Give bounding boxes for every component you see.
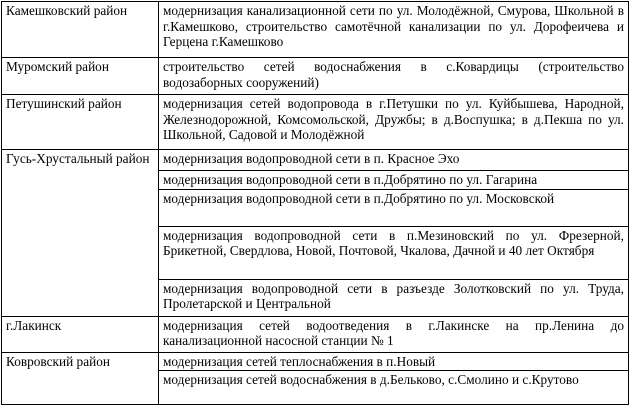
- table-row: [2, 2, 629, 58]
- region-cell: г.Лакинск: [2, 316, 159, 352]
- region-cell: Муромский район: [2, 58, 159, 95]
- region-cell: Ковровский район: [2, 352, 159, 405]
- projects-table: [1, 1, 629, 405]
- project-cell: модернизация канализационной сети по ул. Молодёжной, Смурова, Школьной в г.Камешково, строительство самотёчной канализации по ул. Дорофеичева и Герцена г.Камешково: [159, 2, 629, 58]
- project-cell: модернизация водопроводной сети в п. Красное Эхо: [159, 150, 629, 171]
- project-cell: модернизация сетей теплоснабжения в п.Новый: [159, 352, 629, 371]
- region-cell: Петушинский район: [2, 95, 159, 150]
- project-cell: модернизация водопроводной сети в п.Добрятино по ул. Московской: [159, 189, 629, 226]
- table-row: [2, 316, 629, 352]
- region-cell: Гусь-Хрустальный район: [2, 150, 159, 317]
- region-cell: Камешковский район: [2, 2, 159, 58]
- table-row: [2, 95, 629, 150]
- project-cell: модернизация сетей водоотведения в г.Лакинске на пр.Ленина до канализационной насосной станции № 1: [159, 316, 629, 352]
- table-row: [2, 58, 629, 95]
- project-cell: модернизация водопроводной сети в п.Добрятино по ул. Гагарина: [159, 171, 629, 190]
- project-cell: модернизация водопроводной сети в разъезде Золотковский по ул. Труда, Пролетарской и Центральной: [159, 279, 629, 316]
- project-cell: модернизация сетей водоснабжения в д.Бельково, с.Смолино и с.Крутово: [159, 371, 629, 405]
- table-row: [2, 150, 629, 171]
- project-cell: модернизация сетей водопровода в г.Петушки по ул. Куйбышева, Народной, Железнодорожной, Комсомольской, Дружбы; в д.Воспушка; в д.Пекша по ул. Школьной, Садовой и Молодёжной: [159, 95, 629, 150]
- project-cell: модернизация водопроводной сети в п.Мезиновский по ул. Фрезерной, Брикетной, Свердлова, Новой, Почтовой, Чкалова, Дачной и 40 лет Октября: [159, 226, 629, 279]
- table-row: [2, 352, 629, 371]
- project-cell: строительство сетей водоснабжения в с.Ковардицы (строительство водозаборных сооружений): [159, 58, 629, 95]
